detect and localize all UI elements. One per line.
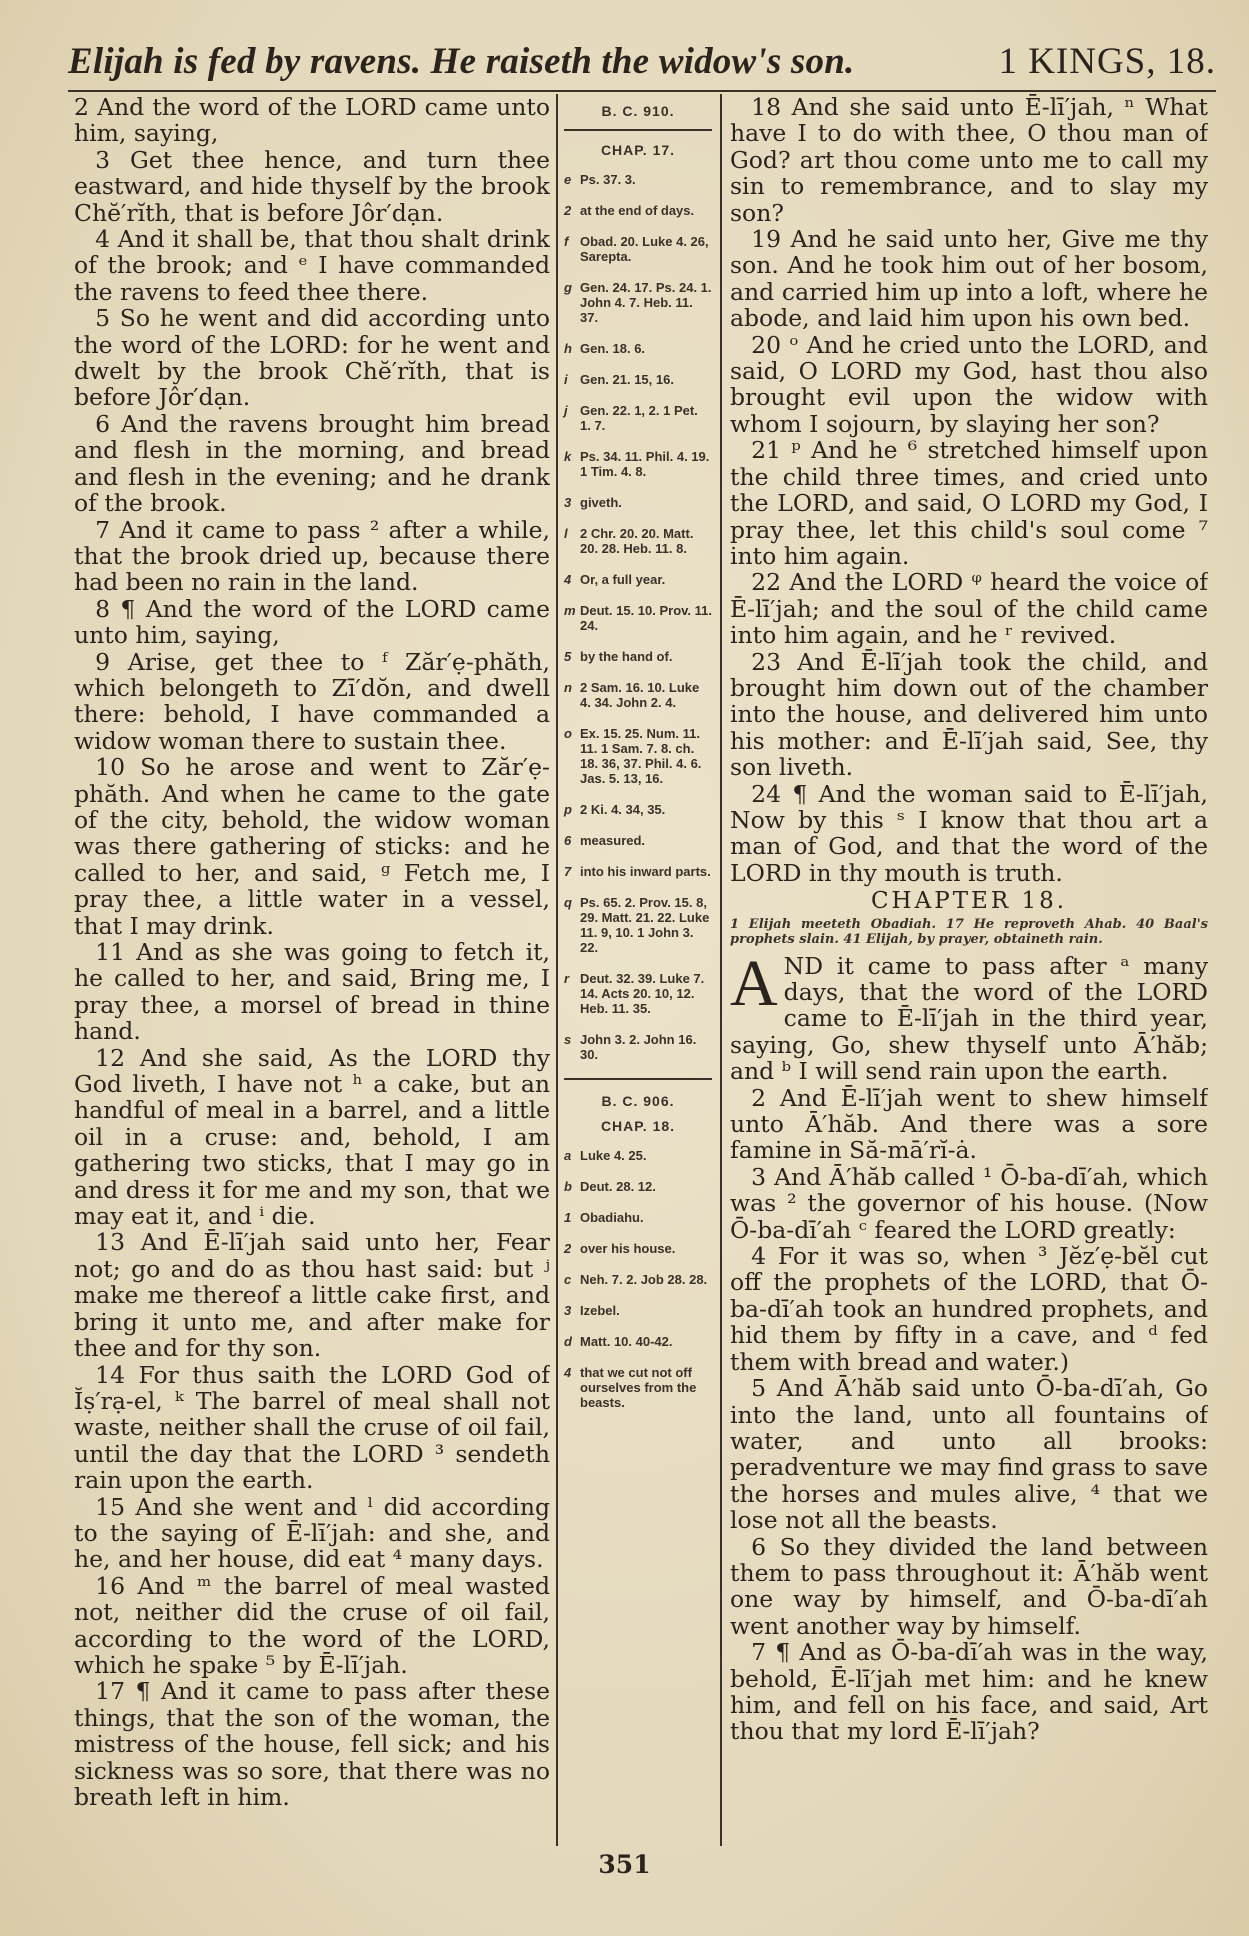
page-number: 351: [598, 1850, 651, 1879]
reference-note-text: 2 Ki. 4. 34, 35.: [580, 802, 666, 817]
reference-note: [564, 341, 712, 356]
drop-cap: A: [730, 946, 778, 1020]
reference-note: [564, 403, 712, 433]
reference-note-text: Ps. 34. 11. Phil. 4. 19. 1 Tim. 4. 8.: [580, 449, 710, 479]
reference-note-key: a: [564, 1148, 572, 1163]
verse: 11 And as she was going to fetch it, he called to her, and said, Bring me, I pray thee, a morsel of bread in thine hand.: [74, 938, 550, 1046]
verse: 3 And Ā′hăb called ¹ Ō-ba-dī′ah, which was ² the governor of his house. (Now Ō-ba-dī′ah ᶜ feared the LORD greatly:: [730, 1162, 1208, 1244]
reference-section-rule: [564, 1078, 712, 1080]
reference-note-text: Obadiahu.: [580, 1210, 644, 1225]
reference-note-key: k: [564, 449, 572, 464]
column-divider-left: [556, 94, 558, 1846]
reference-note-text: into his inward parts.: [580, 864, 711, 879]
reference-note: [564, 449, 712, 479]
reference-note-text: Gen. 24. 17. Ps. 24. 1. John 4. 7. Heb. 11. 37.: [580, 280, 712, 325]
verse: 12 And she said, As the LORD thy God liveth, I have not ʰ a cake, but an handful of meal in a barrel, and a little oil in a cruse: and, behold, I am gathering two sticks, that I may go in and dress it for me and my son, that we may eat it, and ⁱ die.: [74, 1043, 550, 1231]
reference-note: [564, 1272, 712, 1287]
reference-note-key: 4: [564, 1365, 572, 1380]
reference-note: [564, 1148, 712, 1163]
reference-note-text: Deut. 32. 39. Luke 7. 14. Acts 20. 10, 12. Heb. 11. 35.: [580, 971, 705, 1016]
reference-note-text: Luke 4. 25.: [580, 1148, 647, 1163]
reference-note: [564, 895, 712, 955]
reference-note: [564, 234, 712, 264]
reference-note-key: p: [564, 802, 572, 817]
reference-notes-top: [560, 172, 716, 1062]
reference-note-text: Gen. 18. 6.: [580, 341, 646, 356]
reference-note: [564, 680, 712, 710]
chapter-summary: 1 Elijah meeteth Obadiah. 17 He reproveth Ahab. 40 Baal's prophets slain. 41 Elijah, by prayer, obtaineth rain.: [730, 916, 1208, 947]
bc-date-top: B. C. 910.: [601, 103, 675, 119]
reference-note-key: l: [564, 526, 568, 541]
verse: 23 And Ē-lī′jah took the child, and brought him down out of the chamber into the house, and delivered him unto his mother: and Ē-lī′jah said, See, thy son liveth.: [730, 647, 1208, 782]
verse: 7 ¶ And as Ō-ba-dī′ah was in the way, behold, Ē-lī′jah met him: and he knew him, and fell on his face, and said, Art thou that my lord Ē-lī′jah?: [730, 1638, 1208, 1746]
reference-note-text: by the hand of.: [580, 649, 673, 664]
reference-note: [564, 649, 712, 664]
reference-note-key: 2: [564, 1241, 572, 1256]
reference-note: [564, 603, 712, 633]
verse: 10 So he arose and went to Zăr′ẹ-phăth. And when he came to the gate of the city, behold, the widow woman was there gathering of sticks: and he called to her, and said, ᵍ Fetch me, I pray thee, a little water in a vessel, that I may drink.: [74, 753, 550, 940]
verse: 20 ᵒ And he cried unto the LORD, and said, O LORD my God, hast thou also brought evil upon the widow with whom I sojourn, by slaying her son?: [730, 330, 1208, 438]
verse: 19 And he said unto her, Give me thy son. And he took him out of her bosom, and carried him up into a loft, where he abode, and laid him upon his own bed.: [730, 225, 1208, 333]
verse: 14 For thus saith the LORD God of Ĭṣ′rạ-el, ᵏ The barrel of meal shall not waste, neither shall the cruse of oil fail, until the day that the LORD ³ sendeth rain upon the earth.: [74, 1360, 550, 1495]
reference-note-text: at the end of days.: [580, 203, 695, 218]
reference-note-text: 2 Chr. 20. 20. Matt. 20. 28. Heb. 11. 8.: [580, 526, 694, 556]
reference-note-key: m: [564, 603, 576, 618]
verse: 6 And the ravens brought him bread and flesh in the morning, and bread and flesh in the evening; and he drank of the brook.: [74, 409, 550, 518]
reference-note: [564, 372, 712, 387]
left-text-column: [74, 94, 550, 1844]
reference-note-key: f: [564, 234, 569, 249]
reference-note-key: o: [564, 726, 572, 741]
bc-date-bottom: B. C. 906.: [601, 1093, 675, 1109]
reference-note: [564, 1210, 712, 1225]
right-verse-list-ch17: [730, 94, 1208, 886]
running-header: [68, 40, 1216, 88]
reference-note-text: giveth.: [580, 495, 622, 510]
verse: 3 Get thee hence, and turn thee eastward, and hide thyself by the brook Chĕ′rĭth, that is before Jôr′dạn.: [74, 145, 550, 227]
reference-note: [564, 526, 712, 556]
header-rule: [68, 90, 1216, 92]
reference-note: [564, 971, 712, 1016]
header-title: Elijah is fed by ravens. He raiseth the widow's son.: [68, 41, 855, 82]
reference-note-key: 1: [564, 1210, 572, 1225]
verse: 16 And ᵐ the barrel of meal wasted not, neither did the cruse of oil fail, according to the word of the LORD, which he spake ⁵ by Ē-lī′jah.: [74, 1571, 550, 1679]
reference-note-key: 5: [564, 649, 572, 664]
reference-note-key: h: [564, 341, 572, 356]
reference-note-text: over his house.: [580, 1241, 676, 1256]
bc-rule-top: [564, 129, 712, 131]
reference-note-key: 3: [564, 1303, 572, 1318]
reference-note: [564, 172, 712, 187]
reference-note-text: Matt. 10. 40-42.: [580, 1334, 673, 1349]
verse: 21 ᵖ And he ⁶ stretched himself upon the child three times, and cried unto the LORD, and said, O LORD my God, I pray thee, let this child's soul come ⁷ into him again.: [730, 436, 1208, 570]
reference-note-key: c: [564, 1272, 572, 1287]
verse: 22 And the LORD ᵠ heard the voice of Ē-lī′jah; and the soul of the child came into him again, and he ʳ revived.: [730, 568, 1208, 650]
reference-note-key: q: [564, 895, 572, 910]
verse-text: ND it came to pass after ᵃ many days, that the word of the LORD came to Ē-lī′jah in the third year, saying, Go, shew thyself unto Ā′hăb; and ᵇ I will send rain upon the earth.: [730, 951, 1208, 1086]
reference-note-text: Obad. 20. Luke 4. 26, Sarepta.: [580, 234, 709, 264]
reference-note-key: 7: [564, 864, 572, 879]
reference-note-text: Neh. 7. 2. Job 28. 28.: [580, 1272, 708, 1287]
verse: 5 So he went and did according unto the word of the LORD: for he went and dwelt by the brook Chĕ′rĭth, that is before Jôr′dạn.: [74, 304, 550, 412]
verse: 4 And it shall be, that thou shalt drink of the brook; and ᵉ I have commanded the ravens to feed thee there.: [74, 225, 550, 306]
reference-note-text: Gen. 21. 15, 16.: [580, 372, 674, 387]
reference-note-text: Izebel.: [580, 1303, 620, 1318]
header-book-chapter: 1 KINGS, 18.: [998, 41, 1216, 82]
reference-note-key: g: [564, 280, 572, 295]
reference-note-text: Gen. 22. 1, 2. 1 Pet. 1. 7.: [580, 403, 698, 433]
reference-note-text: Ps. 37. 3.: [580, 172, 636, 187]
reference-note-text: measured.: [580, 833, 646, 848]
reference-note: [564, 495, 712, 510]
reference-note: [564, 1032, 712, 1062]
reference-note: [564, 203, 712, 218]
reference-note-text: Deut. 15. 10. Prov. 11. 24.: [580, 603, 712, 633]
right-text-column: [730, 94, 1208, 1844]
reference-note-key: s: [564, 1032, 572, 1047]
verse: 17 ¶ And it came to pass after these things, that the son of the woman, the mistress of the house, fell sick; and his sickness was so sore, that there was no breath left in him.: [74, 1677, 550, 1811]
verse: 24 ¶ And the woman said to Ē-lī′jah, Now by this ˢ I know that thou art a man of God, and that the word of the LORD in thy mouth is truth.: [730, 779, 1208, 887]
reference-note: [564, 1334, 712, 1349]
reference-note-key: r: [564, 971, 570, 986]
reference-note: [564, 280, 712, 325]
verse: 4 For it was so, when ³ Jĕz′ẹ-bĕl cut off the prophets of the LORD, that Ō-ba-dī′ah took an hundred prophets, and hid them by fifty in a cave, and ᵈ fed them with bread and water.): [730, 1242, 1208, 1376]
chap-label-bottom: CHAP. 18.: [600, 1118, 676, 1134]
reference-note-key: i: [564, 372, 568, 387]
reference-note: [564, 1303, 712, 1318]
reference-note-key: d: [564, 1334, 572, 1349]
right-verse-list-ch18: [730, 1085, 1208, 1745]
verse: 18 And she said unto Ē-lī′jah, ⁿ What have I to do with thee, O thou man of God? art thou come unto me to call my sin to remembrance, and to slay my son?: [730, 94, 1208, 227]
reference-note-text: that we cut not off ourselves from the beasts.: [580, 1365, 697, 1410]
reference-note: [564, 833, 712, 848]
reference-note-key: 6: [564, 833, 572, 848]
reference-note: [564, 1365, 712, 1410]
reference-note: [564, 802, 712, 817]
chapter18-verse-1: [730, 946, 1208, 1086]
reference-note-text: 2 Sam. 16. 10. Luke 4. 34. John 2. 4.: [580, 680, 700, 710]
reference-note-key: j: [564, 403, 568, 418]
reference-note-key: 3: [564, 495, 572, 510]
verse: 5 And Ā′hăb said unto Ō-ba-dī′ah, Go into the land, unto all fountains of water, and unto all brooks: peradventure we may find grass to save the horses and mules alive, ⁴ that we lose not all the beasts.: [730, 1374, 1208, 1535]
reference-note-text: John 3. 2. John 16. 30.: [580, 1032, 697, 1062]
reference-note-key: 4: [564, 572, 572, 587]
reference-column: [560, 94, 716, 1844]
chapter-heading: CHAPTER 18.: [870, 888, 1068, 915]
verse: 7 And it came to pass ² after a while, that the brook dried up, because there had been no rain in the land.: [74, 515, 550, 597]
reference-note-text: Deut. 28. 12.: [580, 1179, 656, 1194]
verse: 2 And the word of the LORD came unto him, saying,: [74, 94, 550, 148]
reference-note: [564, 726, 712, 786]
reference-note-text: Or, a full year.: [580, 572, 666, 587]
reference-note-key: b: [564, 1179, 572, 1194]
verse: 15 And she went and ˡ did according to the saying of Ē-lī′jah: and she, and he, and her house, did eat ⁴ many days.: [74, 1492, 550, 1574]
verse: 6 So they divided the land between them to pass throughout it: Ā′hăb went one way by himself, and Ō-ba-dī′ah went another way by himself.: [730, 1532, 1208, 1640]
verse: 8 ¶ And the word of the LORD came unto him, saying,: [74, 594, 550, 650]
verse: 13 And Ē-lī′jah said unto her, Fear not; go and do as thou hast said: but ʲ make me thereof a little cake first, and bring it unto me, and after make for thee and for thy son.: [74, 1228, 550, 1363]
reference-note: [564, 1241, 712, 1256]
reference-note-text: Ex. 15. 25. Num. 11. 11. 1 Sam. 7. 8. ch. 18. 36, 37. Phil. 4. 6. Jas. 5. 13, 16.: [580, 726, 702, 786]
reference-note: [564, 864, 712, 879]
left-verse-list: [74, 94, 550, 1810]
reference-note-key: 2: [564, 203, 572, 218]
reference-note-key: e: [564, 172, 572, 187]
verse: 2 And Ē-lī′jah went to shew himself unto Ā′hăb. And there was a sore famine in Să-mā′rĭ-ȧ.: [730, 1083, 1208, 1165]
reference-note: [564, 572, 712, 587]
column-divider-right: [720, 94, 722, 1846]
reference-notes-bottom: [560, 1148, 716, 1410]
reference-note: [564, 1179, 712, 1194]
reference-note-text: Ps. 65. 2. Prov. 15. 8, 29. Matt. 21. 22. Luke 11. 9, 10. 1 John 3. 22.: [580, 895, 710, 955]
reference-note-key: n: [564, 680, 572, 695]
chap-label-top: CHAP. 17.: [600, 142, 676, 158]
verse: 9 Arise, get thee to ᶠ Zăr′ẹ-phăth, which belongeth to Zī′dŏn, and dwell there: behold, I have commanded a widow woman there to sustain thee.: [74, 647, 550, 755]
